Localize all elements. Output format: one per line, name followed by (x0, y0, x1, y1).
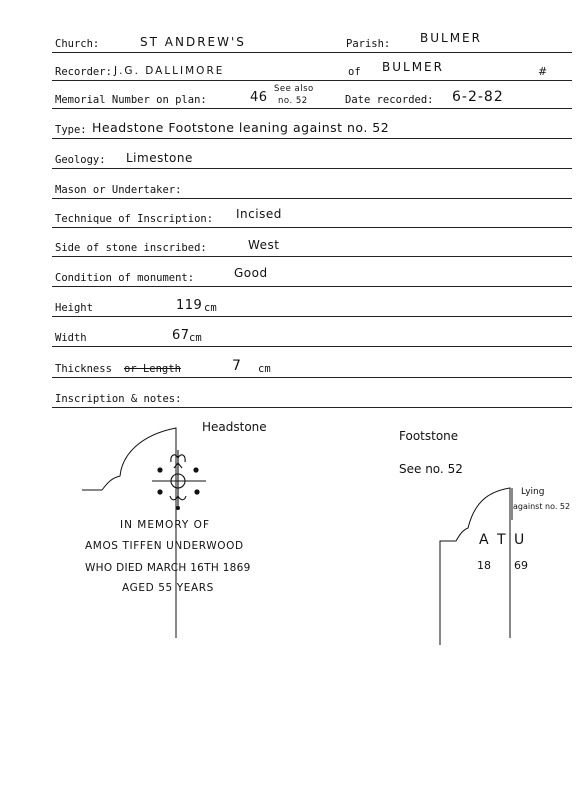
headstone-line-4: AGED 55 YEARS (122, 582, 214, 594)
footstone-ref: See no. 52 (399, 462, 463, 476)
width-unit: cm (189, 332, 202, 344)
headstone-outline (82, 428, 176, 638)
geology-label: Geology: (55, 154, 106, 166)
footstone-label: Footstone (399, 429, 459, 443)
date-label: Date recorded: (345, 94, 434, 106)
width-value[interactable]: 67 (172, 328, 190, 343)
width-label: Width (55, 332, 87, 344)
technique-label: Technique of Inscription: (55, 213, 214, 225)
thickness-label: Thickness (55, 363, 112, 375)
footstone-year-right: 69 (514, 559, 528, 572)
inscription-label: Inscription & notes: (55, 393, 182, 405)
side-label: Side of stone inscribed: (55, 242, 207, 254)
technique-value[interactable]: Incised (236, 207, 282, 221)
of-label: of (348, 66, 361, 78)
side-value[interactable]: West (248, 238, 280, 252)
memorial-note-line2: no. 52 (278, 96, 308, 106)
footstone-initials: A T U (479, 532, 527, 548)
condition-label: Condition of monument: (55, 272, 195, 284)
thickness-struck-text: or Length (124, 363, 181, 375)
type-label: Type: (55, 124, 87, 136)
headstone-line-2: AMOS TIFFEN UNDERWOOD (85, 540, 244, 552)
parish-label: Parish: (346, 38, 391, 50)
lying-line-1: Lying (521, 487, 545, 497)
thickness-value[interactable]: 7 (232, 358, 242, 374)
footstone-outline (440, 488, 510, 645)
recorder-value[interactable]: J.G. DALLIMORE (114, 65, 225, 77)
height-label: Height (55, 302, 93, 314)
recorder-label: Recorder: (55, 66, 112, 78)
headstone-label: Headstone (202, 420, 267, 434)
church-value[interactable]: ST ANDREW'S (140, 35, 246, 49)
height-value[interactable]: 119 (176, 298, 203, 313)
type-value[interactable]: Headstone Footstone leaning against no. 52 (92, 120, 390, 135)
memorial-label: Memorial Number on plan: (55, 94, 207, 106)
cross-ornament-icon (152, 450, 206, 510)
lying-line-2: against no. 52 (513, 502, 571, 511)
hash-mark-icon: # (538, 65, 548, 78)
headstone-line-3: WHO DIED MARCH 16TH 1869 (85, 562, 251, 574)
parish-value[interactable]: BULMER (420, 31, 482, 45)
headstone-line-1: IN MEMORY OF (120, 519, 210, 531)
memorial-note-line1: See also (274, 84, 314, 94)
memorial-value[interactable]: 46 (250, 90, 268, 105)
church-label: Church: (55, 38, 100, 50)
condition-value[interactable]: Good (234, 266, 268, 280)
mason-label: Mason or Undertaker: (55, 184, 182, 196)
footstone-year-left: 18 (477, 559, 491, 572)
height-unit: cm (204, 302, 217, 314)
thickness-unit: cm (258, 363, 271, 375)
date-value[interactable]: 6-2-82 (452, 89, 504, 105)
geology-value[interactable]: Limestone (126, 151, 193, 165)
of-value[interactable]: BULMER (382, 60, 444, 74)
